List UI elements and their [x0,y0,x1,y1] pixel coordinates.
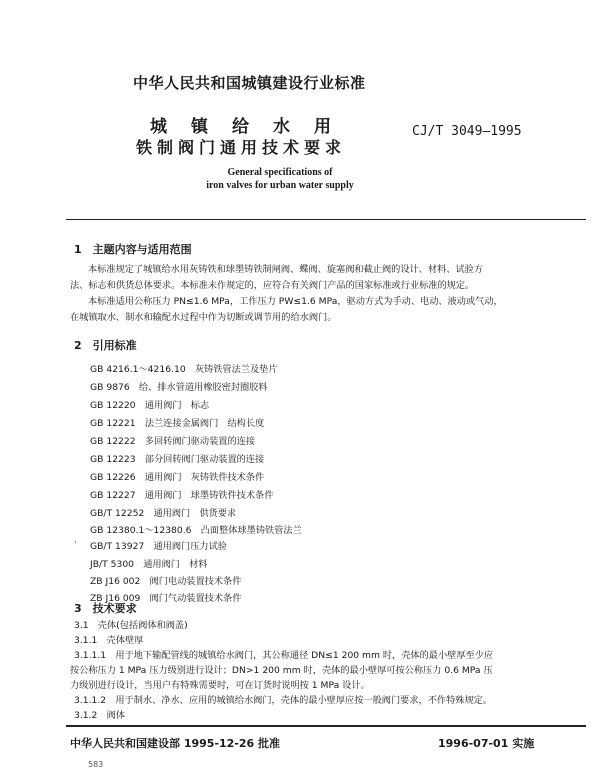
publisher-title: 中华人民共和国城镇建设行业标准 [133,74,366,92]
header-divider [66,219,586,220]
reference-item: GB 12227 通用阀门 球墨铸铁件技术条件 [90,490,274,501]
effective-date: 1996-07-01 实施 [438,737,535,750]
reference-item: GB 9876 给、排水管道用橡胶密封圈胶料 [90,382,268,393]
reference-item: GB 12223 部分回转阀门驱动装置的连接 [90,454,265,465]
reference-item: ZB J16 009 阀门气动装置技术条件 [90,593,242,604]
reference-item: GB/T 13927 通用阀门压力试验 [90,541,227,552]
section-1-heading: 1 主题内容与适用范围 [74,243,192,256]
approval-line: 中华人民共和国建设部 1995-12-26 批准 [70,737,281,750]
reference-item: JB/T 5300 通用阀门 材料 [90,559,208,570]
page-number: 583 [88,760,104,769]
standard-number: CJ/T 3049—1995 [412,124,522,139]
reference-item: GB 12222 多回转阀门驱动装置的连接 [90,436,256,447]
clause-3-1-1: 3.1.1 壳体壁厚 [74,635,144,646]
english-title-line1: General specifications of [227,167,333,178]
section-3-heading: 3 技术要求 [74,602,137,615]
clause-3-1-1-1-line2: 按公称压力 1 MPa 压力级别进行设计；DN>1 200 mm 时，壳体的最小壁厚可按公称压力 0.6 MPa 压 [70,665,493,676]
footer-divider [66,725,586,727]
reference-item: GB 12221 法兰连接金属阀门 结构长度 [90,418,265,429]
english-title-line2: iron valves for urban water supply [206,180,354,191]
section-1-para1-line1: 本标准规定了城镇给水用灰铸铁和球墨铸铁制闸阀、蝶阀、旋塞阀和截止阀的设计、材料、试验方 [88,264,484,275]
reference-item: GB 12380.1～12380.6 凸面整体球墨铸铁管法兰 [90,525,302,536]
clause-3-1-1-2: 3.1.1.2 用于制水、净水、应用的城镇给水阀门，壳体的最小壁厚应按一般阀门要求，不作特殊规定。 [74,695,493,706]
section-1-para1-line2: 法、标志和供货总体要求。本标准未作规定的，应符合有关阀门产品的国家标准或行业标准的规定。 [70,280,475,291]
reference-item: GB 12226 通用阀门 灰铸铁件技术条件 [90,472,265,483]
clause-3-1-1-1-line1: 3.1.1.1 用于地下输配管线的城镇给水阀门，其公称通径 DN≤1 200 mm 时，壳体的最小壁厚至少应 [74,650,494,661]
reference-item: ZB J16 002 阀门电动装置技术条件 [90,576,242,587]
reference-item: GB 12220 通用阀门 标志 [90,400,210,411]
section-1-para2-line2: 在城镇取水、制水和输配水过程中作为切断或调节用的给水阀门。 [70,312,337,323]
bullet-mark: · [74,538,77,548]
document-title-line2: 铁制阀门通用技术要求 [136,138,347,157]
clause-3-1: 3.1 壳体(包括阀体和阀盖) [74,620,188,631]
reference-item: GB/T 12252 通用阀门 供货要求 [90,508,237,519]
clause-3-1-1-1-line3: 力级别进行设计，当用户有特殊需要时，可在订货时说明按 1 MPa 设计。 [70,680,370,691]
clause-3-1-2: 3.1.2 阀体 [74,710,125,721]
section-2-heading: 2 引用标准 [74,339,137,352]
section-1-para2-line1: 本标准适用公称压力 PN≤1.6 MPa，工作压力 PW≤1.6 MPa，驱动方式为手动、电动、液动或气动， [88,296,503,307]
reference-item: GB 4216.1～4216.10 灰铸铁管法兰及垫片 [90,364,278,375]
document-title-line1: 城镇给水用 [150,117,355,137]
